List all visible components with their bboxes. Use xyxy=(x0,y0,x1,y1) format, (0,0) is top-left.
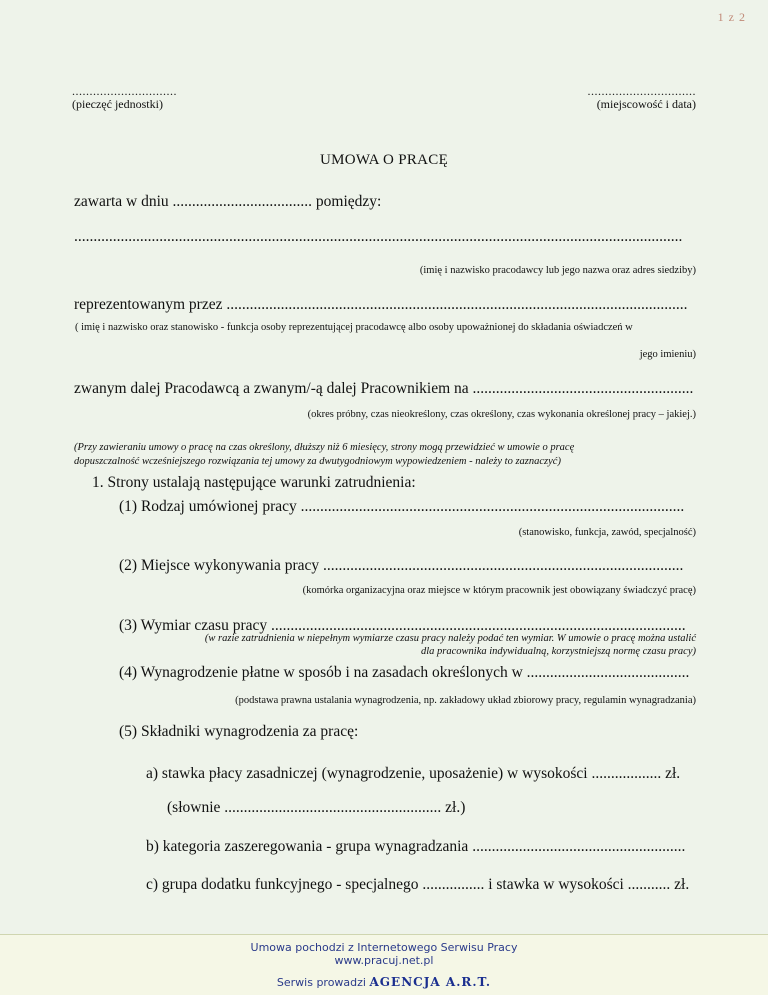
footer-line-3 xyxy=(0,975,768,989)
page-number: 1 z 2 xyxy=(717,10,746,24)
section-1-heading: 1. Strony ustalają następujące warunki zatrudnienia: xyxy=(92,474,416,491)
stamp-label: (pieczęć jednostki) xyxy=(72,97,163,111)
footer-line-1: Umowa pochodzi z Internetowego Serwisu Pracy xyxy=(250,941,518,954)
note-line-2: dopuszczalność wcześniejszego rozwiązania tej umowy za dwutygodniowym wypowiedzeniem - należy to zaznaczyć) xyxy=(74,456,561,467)
item-3-line: (3) Wymiar czasu pracy ........................................................................................................... xyxy=(119,617,686,634)
footer xyxy=(0,934,768,995)
sub-item-c: c) grupa dodatku funkcyjnego - specjalnego ................ i stawka w wysokości ........... zł. xyxy=(146,876,690,893)
place-date-label: (miejscowość i data) xyxy=(596,97,696,111)
item-2-line: (2) Miejsce wykonywania pracy ............................................................................................. xyxy=(119,557,684,574)
sub-item-a-slownie: (słownie ........................................................ zł.) xyxy=(167,799,466,816)
contract-date-line: zawarta w dniu .................................... pomiędzy: xyxy=(74,193,382,210)
represented-caption-2: jego imieniu) xyxy=(639,349,696,360)
represented-caption-1: ( imię i nazwisko oraz stanowisko - funkcja osoby reprezentującej pracodawcę albo osoby upoważnionej do składania oświadczeń w xyxy=(75,322,633,333)
employment-type-line: zwanym dalej Pracodawcą a zwanym/-ą dalej Pracownikiem na ......................................................... xyxy=(74,380,694,397)
place-date-dots: ............................... xyxy=(587,84,696,98)
stamp-dots: .............................. xyxy=(72,84,177,98)
item-2-caption: (komórka organizacyjna oraz miejsce w którym pracownik jest obowiązany świadczyć pracę) xyxy=(302,585,696,596)
item-5-line: (5) Składniki wynagrodzenia za pracę: xyxy=(119,723,359,740)
brand-logo: AGENCJA A.R.T. xyxy=(369,975,492,989)
document-title: UMOWA O PRACĘ xyxy=(319,152,449,168)
item-3-caption-2: dla pracownika indywidualną, korzystniejszą normę czasu pracy) xyxy=(420,646,696,657)
item-4-line: (4) Wynagrodzenie płatne w sposób i na zasadach określonych w .......................................... xyxy=(119,664,690,681)
represented-by-line: reprezentowanym przez ....................................................................................................................... xyxy=(74,296,688,313)
employer-caption: (imię i nazwisko pracodawcy lub jego nazwa oraz adres siedziby) xyxy=(419,265,696,276)
footer-website-link[interactable]: www.pracuj.net.pl xyxy=(334,954,434,967)
employment-type-caption: (okres próbny, czas nieokreślony, czas określony, czas wykonania określonej pracy – jakiej.) xyxy=(307,409,696,420)
item-3-caption-1: (w razie zatrudnienia w niepełnym wymiarze czasu pracy należy podać ten wymiar. W umowie o pracę można ustalić xyxy=(204,633,696,644)
item-1-line: (1) Rodzaj umówionej pracy ................................................................................................... xyxy=(119,498,685,515)
employer-dots: ............................................................................................................................................................. xyxy=(74,228,683,245)
footer-prefix: Serwis prowadzi xyxy=(276,976,366,989)
note-line-1: (Przy zawieraniu umowy o pracę na czas określony, dłuższy niż 6 miesięcy, strony mogą przewidzieć w umowie o pracę xyxy=(74,442,575,453)
sub-item-a: a) stawka płacy zasadniczej (wynagrodzenie, uposażenie) w wysokości .................. zł. xyxy=(146,765,681,782)
item-1-caption: (stanowisko, funkcja, zawód, specjalność) xyxy=(518,527,696,538)
sub-item-b: b) kategoria zaszeregowania - grupa wynagradzania ....................................................... xyxy=(146,838,686,855)
item-4-caption: (podstawa prawna ustalania wynagrodzenia, np. zakładowy układ zbiorowy pracy, regulamin wynagradzania) xyxy=(235,695,696,706)
